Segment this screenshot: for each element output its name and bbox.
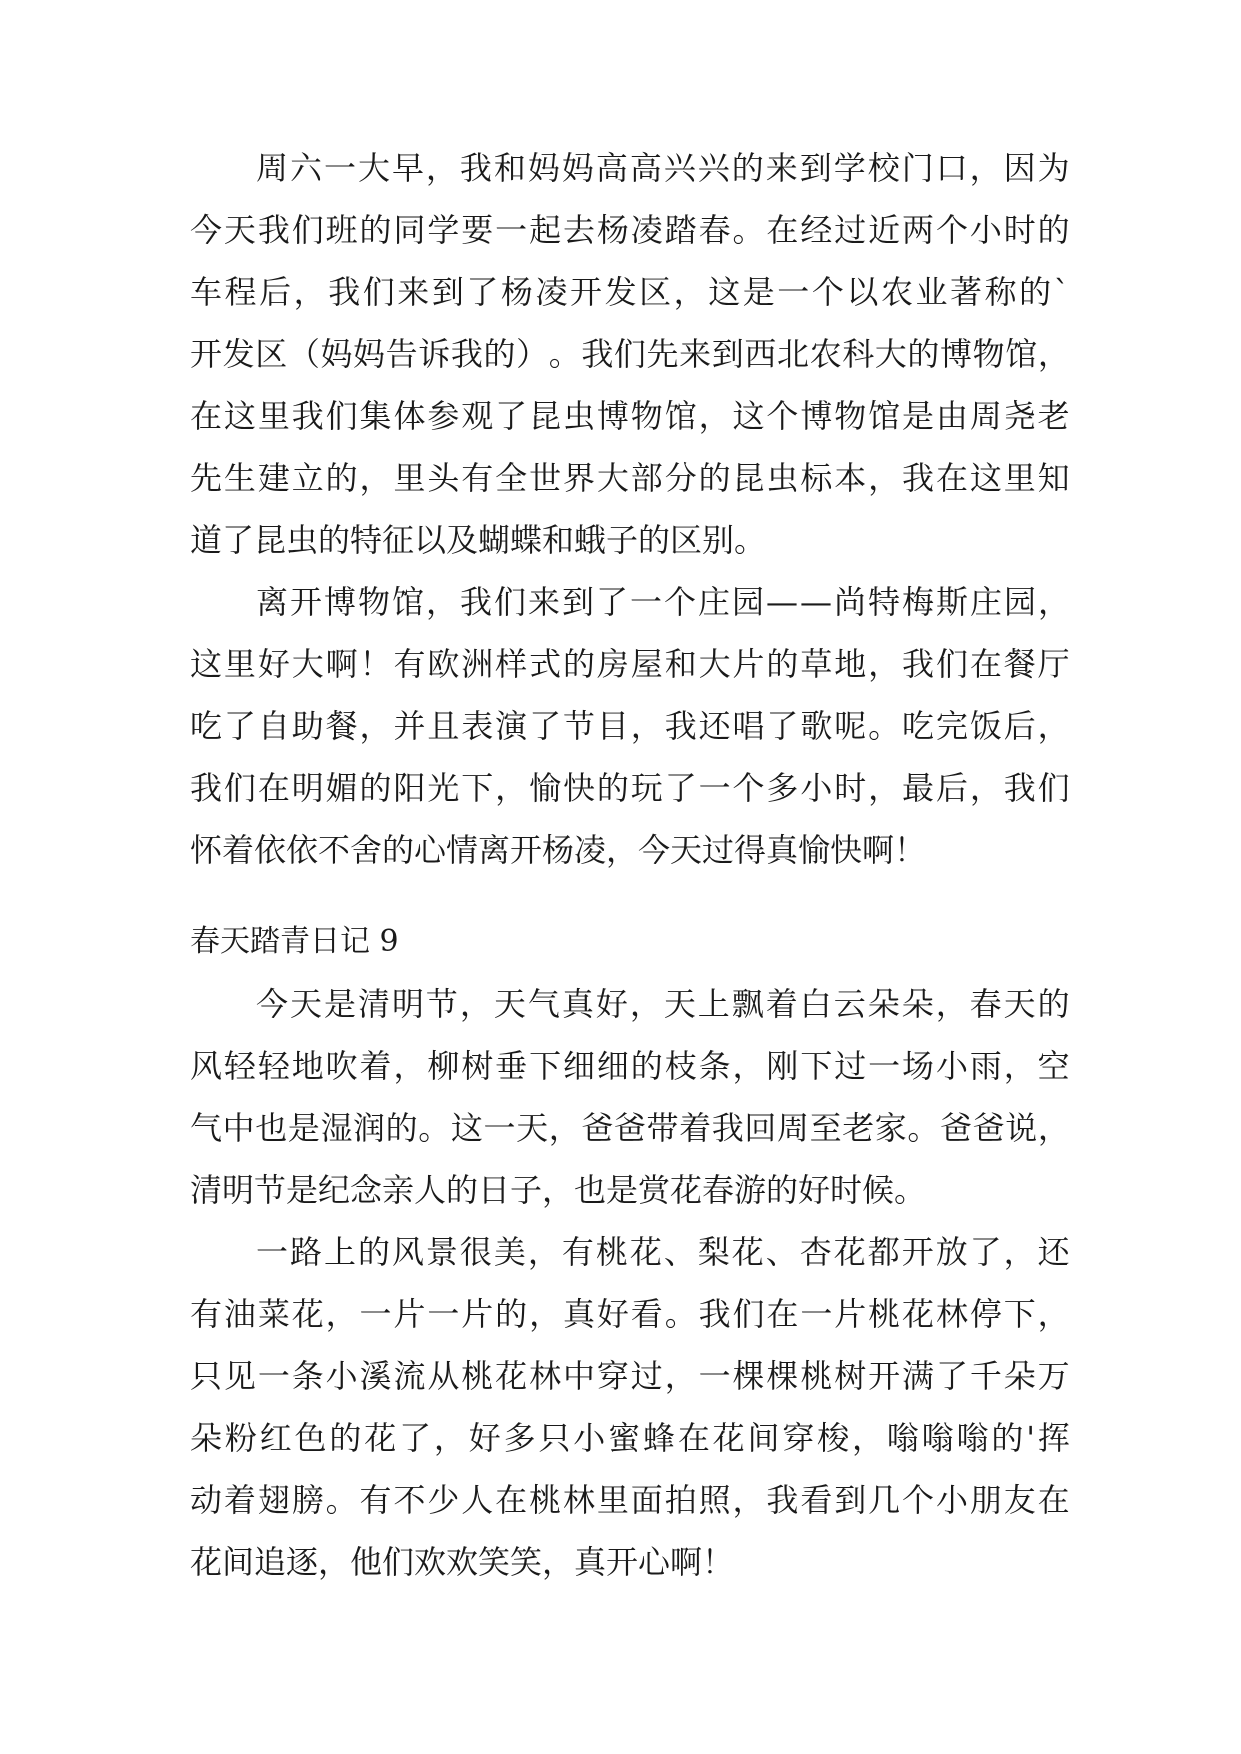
- paragraph-4-line-3: 只 见 一 条 小 溪 流 从 桃 花 林 中 穿 过 ， 一 棵 棵 桃 树 开 满 了 千 朵 万: [190, 1357, 1070, 1395]
- paragraph-4-line-4: 朵 粉 红 色 的 花 了 ， 好 多 只 小 蜜 蜂 在 花 间 穿 梭 ， 嗡 嗡 嗡 的 ' 挥: [190, 1419, 1070, 1457]
- paragraph-3-line-4: 清明节是纪念亲人的日子，也是赏花春游的好时候。: [190, 1171, 927, 1209]
- paragraph-2-line-4: 我 们 在 明 媚 的 阳 光 下 ， 愉 快 的 玩 了 一 个 多 小 时 ， 最 后 ， 我 们: [190, 769, 1070, 807]
- paragraph-1-line-4: 开 发 区 （ 妈 妈 告 诉 我 的 ） 。 我 们 先 来 到 西 北 农 科 大 的 博 物 馆 ，: [190, 335, 1070, 373]
- paragraph-1-line-7: 道了昆虫的特征以及蝴蝶和蛾子的区别。: [190, 521, 767, 559]
- paragraph-1-line-1: 周 六 一 大 早 ， 我 和 妈 妈 高 高 兴 兴 的 来 到 学 校 门 口 ， 因 为: [256, 149, 1070, 187]
- paragraph-4-line-2: 有 油 菜 花 ， 一 片 一 片 的 ， 真 好 看 。 我 们 在 一 片 桃 花 林 停 下 ，: [190, 1295, 1070, 1333]
- paragraph-3-line-1: 今 天 是 清 明 节 ， 天 气 真 好 ， 天 上 飘 着 白 云 朵 朵 ， 春 天 的: [256, 985, 1070, 1023]
- paragraph-1-line-3: 车 程 后 ， 我 们 来 到 了 杨 凌 开 发 区 ， 这 是 一 个 以 农 业 著 称 的 `: [190, 273, 1070, 311]
- paragraph-3-line-3: 气 中 也 是 湿 润 的 。 这 一 天 ， 爸 爸 带 着 我 回 周 至 老 家 。 爸 爸 说 ，: [190, 1109, 1070, 1147]
- paragraph-4-line-1: 一 路 上 的 风 景 很 美 ， 有 桃 花 、 梨 花 、 杏 花 都 开 放 了 ， 还: [256, 1233, 1070, 1271]
- paragraph-2-line-2: 这 里 好 大 啊 ！ 有 欧 洲 样 式 的 房 屋 和 大 片 的 草 地 ， 我 们 在 餐 厅: [190, 645, 1070, 683]
- paragraph-1-line-6: 先 生 建 立 的 ， 里 头 有 全 世 界 大 部 分 的 昆 虫 标 本 ， 我 在 这 里 知: [190, 459, 1070, 497]
- paragraph-2-line-3: 吃 了 自 助 餐 ， 并 且 表 演 了 节 目 ， 我 还 唱 了 歌 呢 。 吃 完 饭 后 ，: [190, 707, 1070, 745]
- section-title: 春天踏青日记 9: [190, 924, 399, 959]
- paragraph-4-line-6: 花间追逐，他们欢欢笑笑，真开心啊！: [190, 1543, 735, 1581]
- paragraph-2-line-1: 离 开 博 物 馆 ， 我 们 来 到 了 一 个 庄 园 — — 尚 特 梅 斯 庄 园 ，: [256, 583, 1070, 621]
- paragraph-1-line-2: 今 天 我 们 班 的 同 学 要 一 起 去 杨 凌 踏 春 。 在 经 过 近 两 个 小 时 的: [190, 211, 1070, 249]
- paragraph-2-line-5: 怀着依依不舍的心情离开杨凌，今天过得真愉快啊！: [190, 831, 927, 869]
- paragraph-3-line-2: 风 轻 轻 地 吹 着 ， 柳 树 垂 下 细 细 的 枝 条 ， 刚 下 过 一 场 小 雨 ， 空: [190, 1047, 1070, 1085]
- paragraph-1-line-5: 在 这 里 我 们 集 体 参 观 了 昆 虫 博 物 馆 ， 这 个 博 物 馆 是 由 周 尧 老: [190, 397, 1070, 435]
- paragraph-4-line-5: 动 着 翅 膀 。 有 不 少 人 在 桃 林 里 面 拍 照 ， 我 看 到 几 个 小 朋 友 在: [190, 1481, 1070, 1519]
